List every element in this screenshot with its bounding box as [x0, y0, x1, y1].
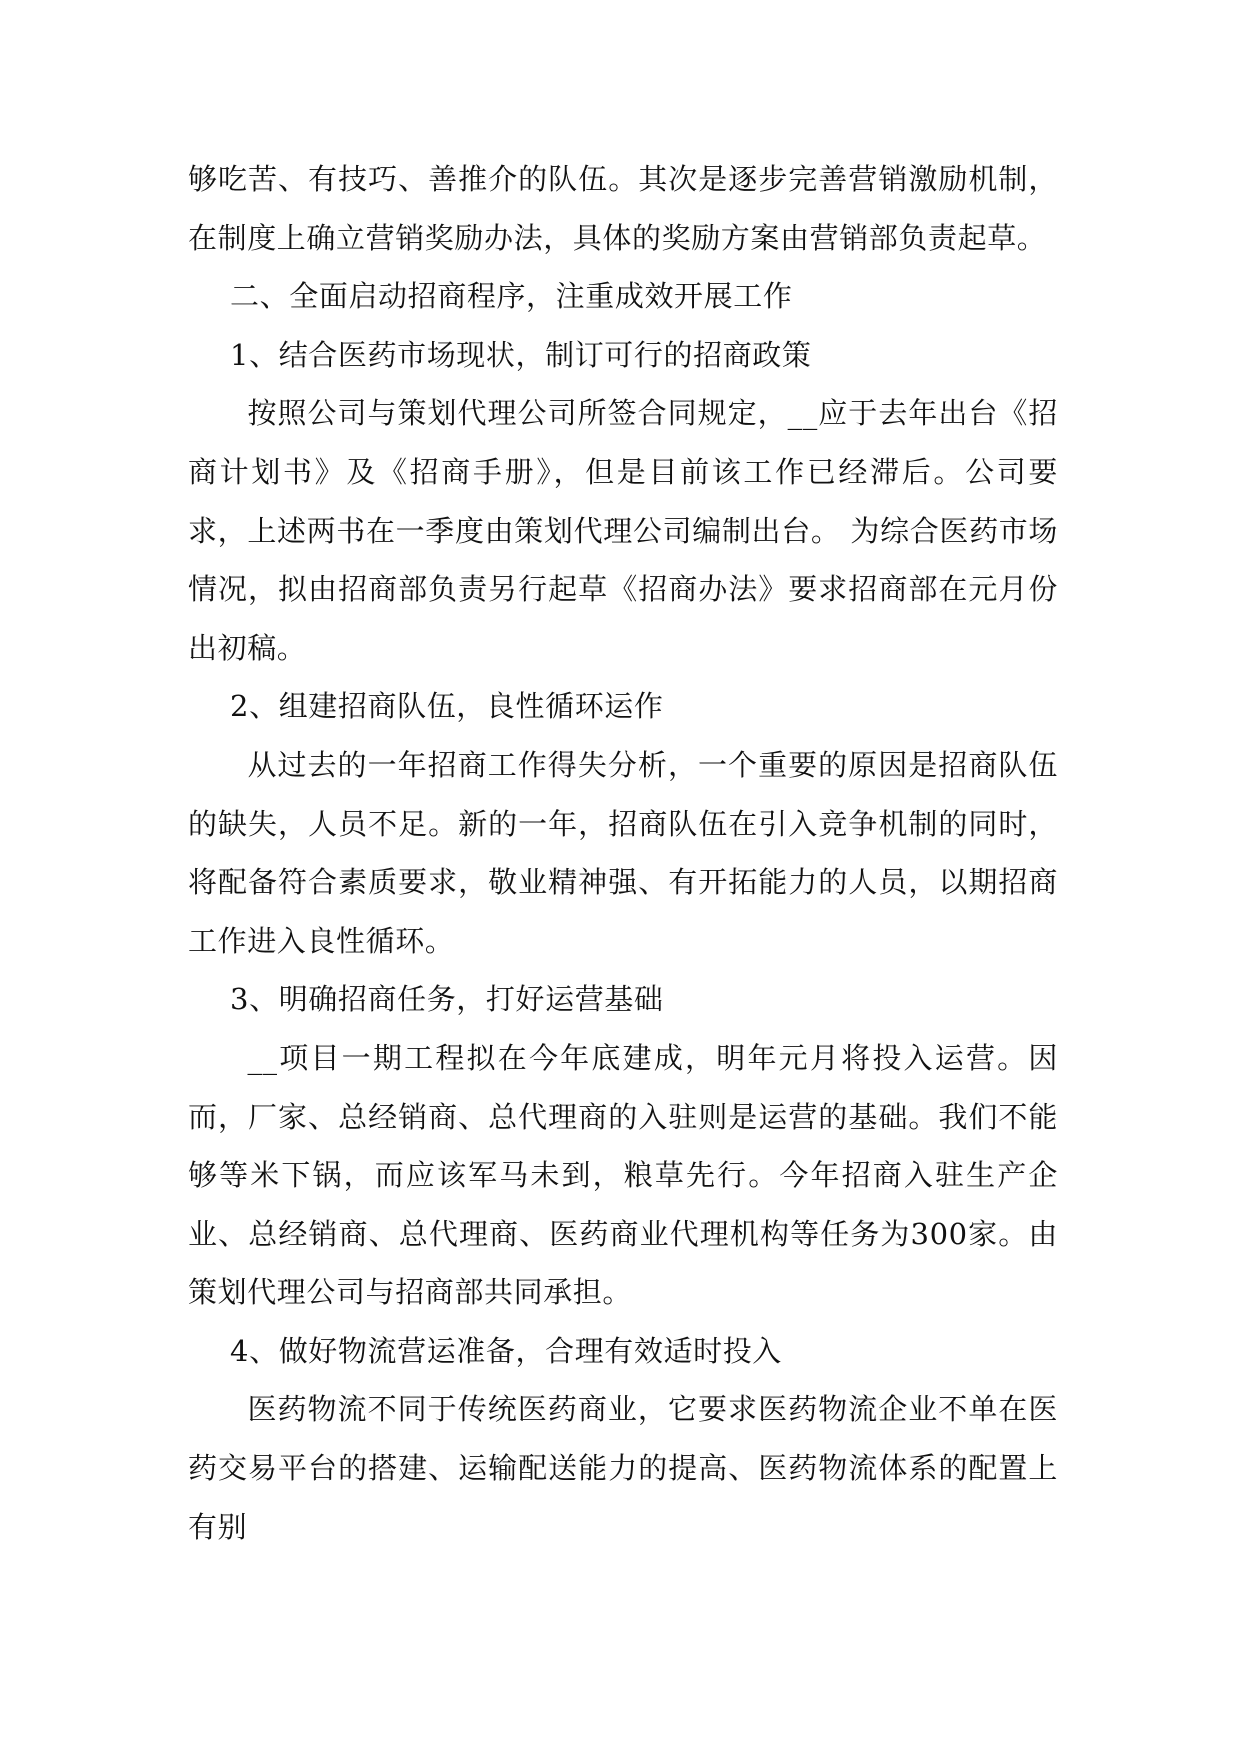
paragraph-continuation: 够吃苦、有技巧、善推介的队伍。其次是逐步完善营销激励机制，在制度上确立营销奖励办法，具体的奖励方案由营销部负责起草。 — [188, 162, 1058, 255]
section-heading-2: 二、全面启动招商程序，注重成效开展工作 — [230, 279, 793, 314]
subheading-3: 3、明确招商任务，打好运营基础 — [230, 982, 664, 1017]
paragraph-4: 医药物流不同于传统医药商业，它要求医药物流企业不单在医药交易平台的搭建、运输配送能力的提高、医药物流体系的配置上有别 — [188, 1392, 1058, 1544]
paragraph-2: 从过去的一年招商工作得失分析，一个重要的原因是招商队伍的缺失，人员不足。新的一年，招商队伍在引入竞争机制的同时，将配备符合素质要求，敬业精神强、有开拓能力的人员，以期招商工作进入良性循环。 — [188, 747, 1058, 958]
paragraph-1: 按照公司与策划代理公司所签合同规定，__应于去年出台《招商计划书》及《招商手册》，但是目前该工作已经滞后。公司要求，上述两书在一季度由策划代理公司编制出台。 为综合医药市场情况，拟由招商部负责另行起草《招商办法》要求招商部在元月份出初稿。 — [188, 396, 1058, 665]
subheading-4: 4、做好物流营运准备，合理有效适时投入 — [230, 1333, 782, 1368]
subheading-2: 2、组建招商队伍，良性循环运作 — [230, 689, 664, 724]
paragraph-3: __项目一期工程拟在今年底建成，明年元月将投入运营。因而，厂家、总经销商、总代理商的入驻则是运营的基础。我们不能够等米下锅，而应该军马未到，粮草先行。今年招商入驻生产企业、总经销商、总代理商、医药商业代理机构等任务为300家。由策划代理公司与招商部共同承担。 — [188, 1040, 1058, 1310]
subheading-1: 1、结合医药市场现状，制订可行的招商政策 — [230, 337, 812, 372]
document-body — [188, 150, 1058, 1556]
